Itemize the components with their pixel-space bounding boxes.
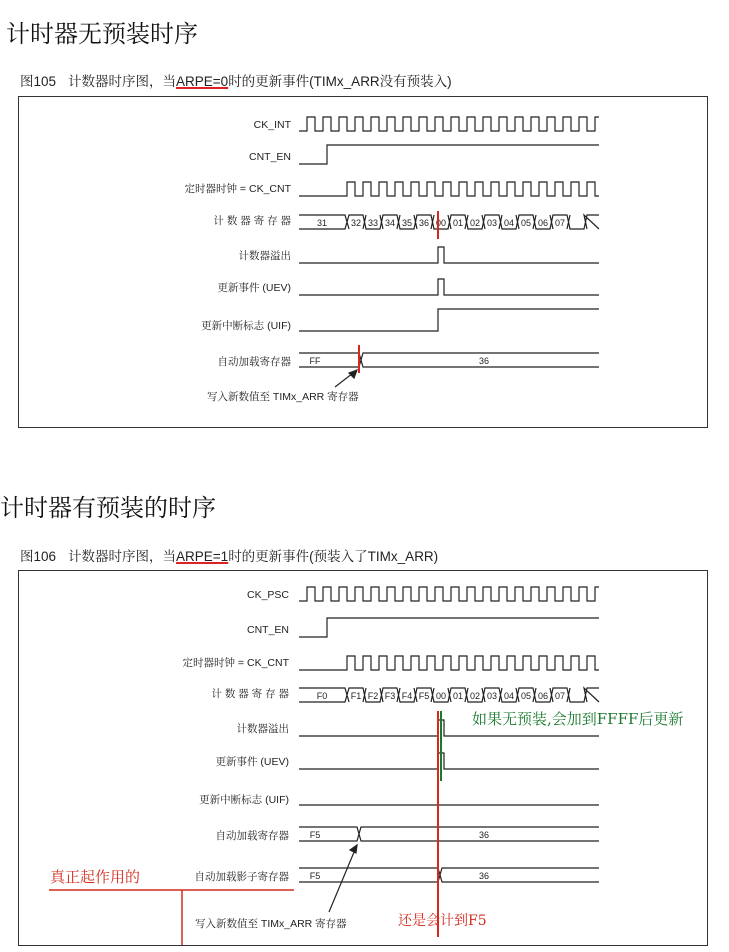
counter-value: 33 — [367, 218, 379, 228]
timing-diagram-106 — [18, 570, 708, 946]
timing-diagram-106-svg — [19, 571, 707, 945]
write-arrow-line — [329, 845, 357, 912]
counter-value: F1 — [350, 691, 362, 701]
label-ck-psc: CK_PSC — [246, 589, 289, 601]
counter-value: 01 — [452, 691, 464, 701]
counter-value: 07 — [554, 218, 566, 228]
write-arrow-head — [350, 845, 357, 853]
arr-value-old: F5 — [309, 830, 321, 840]
counter-value: 03 — [486, 218, 498, 228]
uev-waveform — [299, 279, 599, 295]
counter-value: F5 — [418, 691, 430, 701]
arr-value-old: FF — [309, 356, 321, 366]
arr-bus-waveform — [299, 827, 599, 841]
overflow-waveform — [299, 247, 599, 263]
caption-text-rest: 时的更新事件(预装入了TIMx_ARR) — [228, 549, 439, 564]
label-ck-int: CK_INT — [253, 119, 291, 131]
counter-value: 02 — [469, 691, 481, 701]
arr-value-new: 36 — [478, 830, 490, 840]
counter-value: 32 — [350, 218, 362, 228]
counter-value: F3 — [384, 691, 396, 701]
figure-number: 图106 — [20, 549, 57, 564]
red-annotation-left: 真正起作用的 — [50, 868, 141, 886]
counter-value: 35 — [401, 218, 413, 228]
figure106-caption — [20, 545, 438, 565]
timing-diagram-105 — [18, 96, 708, 428]
label-counter-overflow: 计数器溢出 — [238, 250, 291, 262]
caption-highlight: ARPE=1 — [176, 549, 229, 564]
figure105-caption — [20, 70, 452, 90]
label-shadow-register: 自动加载影子寄存器 — [194, 871, 289, 883]
label-uif: 更新中断标志 (UIF) — [199, 794, 289, 806]
ck-int-waveform — [299, 117, 599, 131]
counter-value: 03 — [486, 691, 498, 701]
label-ck-cnt: 定时器时钟 = CK_CNT — [184, 183, 291, 195]
counter-value: 04 — [503, 218, 515, 228]
label-uev: 更新事件 (UEV) — [217, 282, 291, 294]
label-counter-overflow: 计数器溢出 — [236, 723, 289, 735]
ck-cnt-waveform — [299, 656, 599, 670]
arr-bus-waveform — [299, 353, 599, 367]
uif-waveform — [299, 309, 599, 331]
ck-cnt-waveform — [299, 182, 599, 196]
red-annotation-bottom: 还是会计到F5 — [398, 913, 487, 929]
counter-value: F0 — [316, 691, 328, 701]
ck-psc-waveform — [299, 587, 599, 601]
label-arr: 自动加载寄存器 — [215, 830, 289, 842]
caption-text: 计数器时序图，当 — [68, 549, 177, 564]
write-note: 写入新数值至 TIMx_ARR 寄存器 — [195, 918, 347, 930]
label-cnt-en: CNT_EN — [246, 624, 289, 636]
uev-waveform — [299, 753, 599, 769]
counter-value: 00 — [435, 218, 447, 228]
section2-heading: 计时器有预装的时序 — [0, 494, 216, 522]
counter-value: 07 — [554, 691, 566, 701]
counter-values — [317, 691, 565, 701]
cnt-en-waveform — [299, 145, 599, 164]
figure-number: 图105 — [20, 74, 57, 89]
counter-value: F2 — [367, 691, 379, 701]
counter-value: 02 — [469, 218, 481, 228]
green-annotation: 如果无预装,会加到FFFF后更新 — [472, 710, 684, 728]
section1-heading: 计时器无预装时序 — [6, 20, 198, 48]
write-note: 写入新数值至 TIMx_ARR 寄存器 — [207, 391, 359, 403]
counter-value: F4 — [401, 691, 413, 701]
label-uev: 更新事件 (UEV) — [215, 756, 289, 768]
caption-text-rest: 时的更新事件(TIMx_ARR没有预装入) — [228, 74, 452, 89]
label-counter-register: 计 数 器 寄 存 器 — [213, 215, 291, 227]
counter-value: 06 — [537, 218, 549, 228]
shadow-value-old: F5 — [309, 871, 321, 881]
label-uif: 更新中断标志 (UIF) — [201, 320, 291, 332]
arr-value-new: 36 — [478, 356, 490, 366]
caption-highlight: ARPE=0 — [176, 74, 229, 89]
label-cnt-en: CNT_EN — [248, 151, 291, 163]
timing-diagram-105-svg — [19, 97, 707, 427]
counter-value: 34 — [384, 218, 396, 228]
label-counter-register: 计 数 器 寄 存 器 — [211, 688, 289, 700]
label-ck-cnt: 定时器时钟 = CK_CNT — [182, 657, 289, 669]
counter-value: 00 — [435, 691, 447, 701]
cnt-en-waveform — [299, 618, 599, 637]
counter-value: 31 — [316, 218, 328, 228]
counter-values — [317, 218, 565, 228]
counter-value: 01 — [452, 218, 464, 228]
counter-value: 36 — [418, 218, 430, 228]
counter-value: 05 — [520, 691, 532, 701]
counter-value: 06 — [537, 691, 549, 701]
caption-text: 计数器时序图，当 — [68, 74, 177, 89]
counter-value: 04 — [503, 691, 515, 701]
shadow-value-new: 36 — [478, 871, 490, 881]
counter-value: 05 — [520, 218, 532, 228]
write-arrow-head — [349, 370, 357, 378]
label-arr: 自动加载寄存器 — [217, 356, 291, 368]
